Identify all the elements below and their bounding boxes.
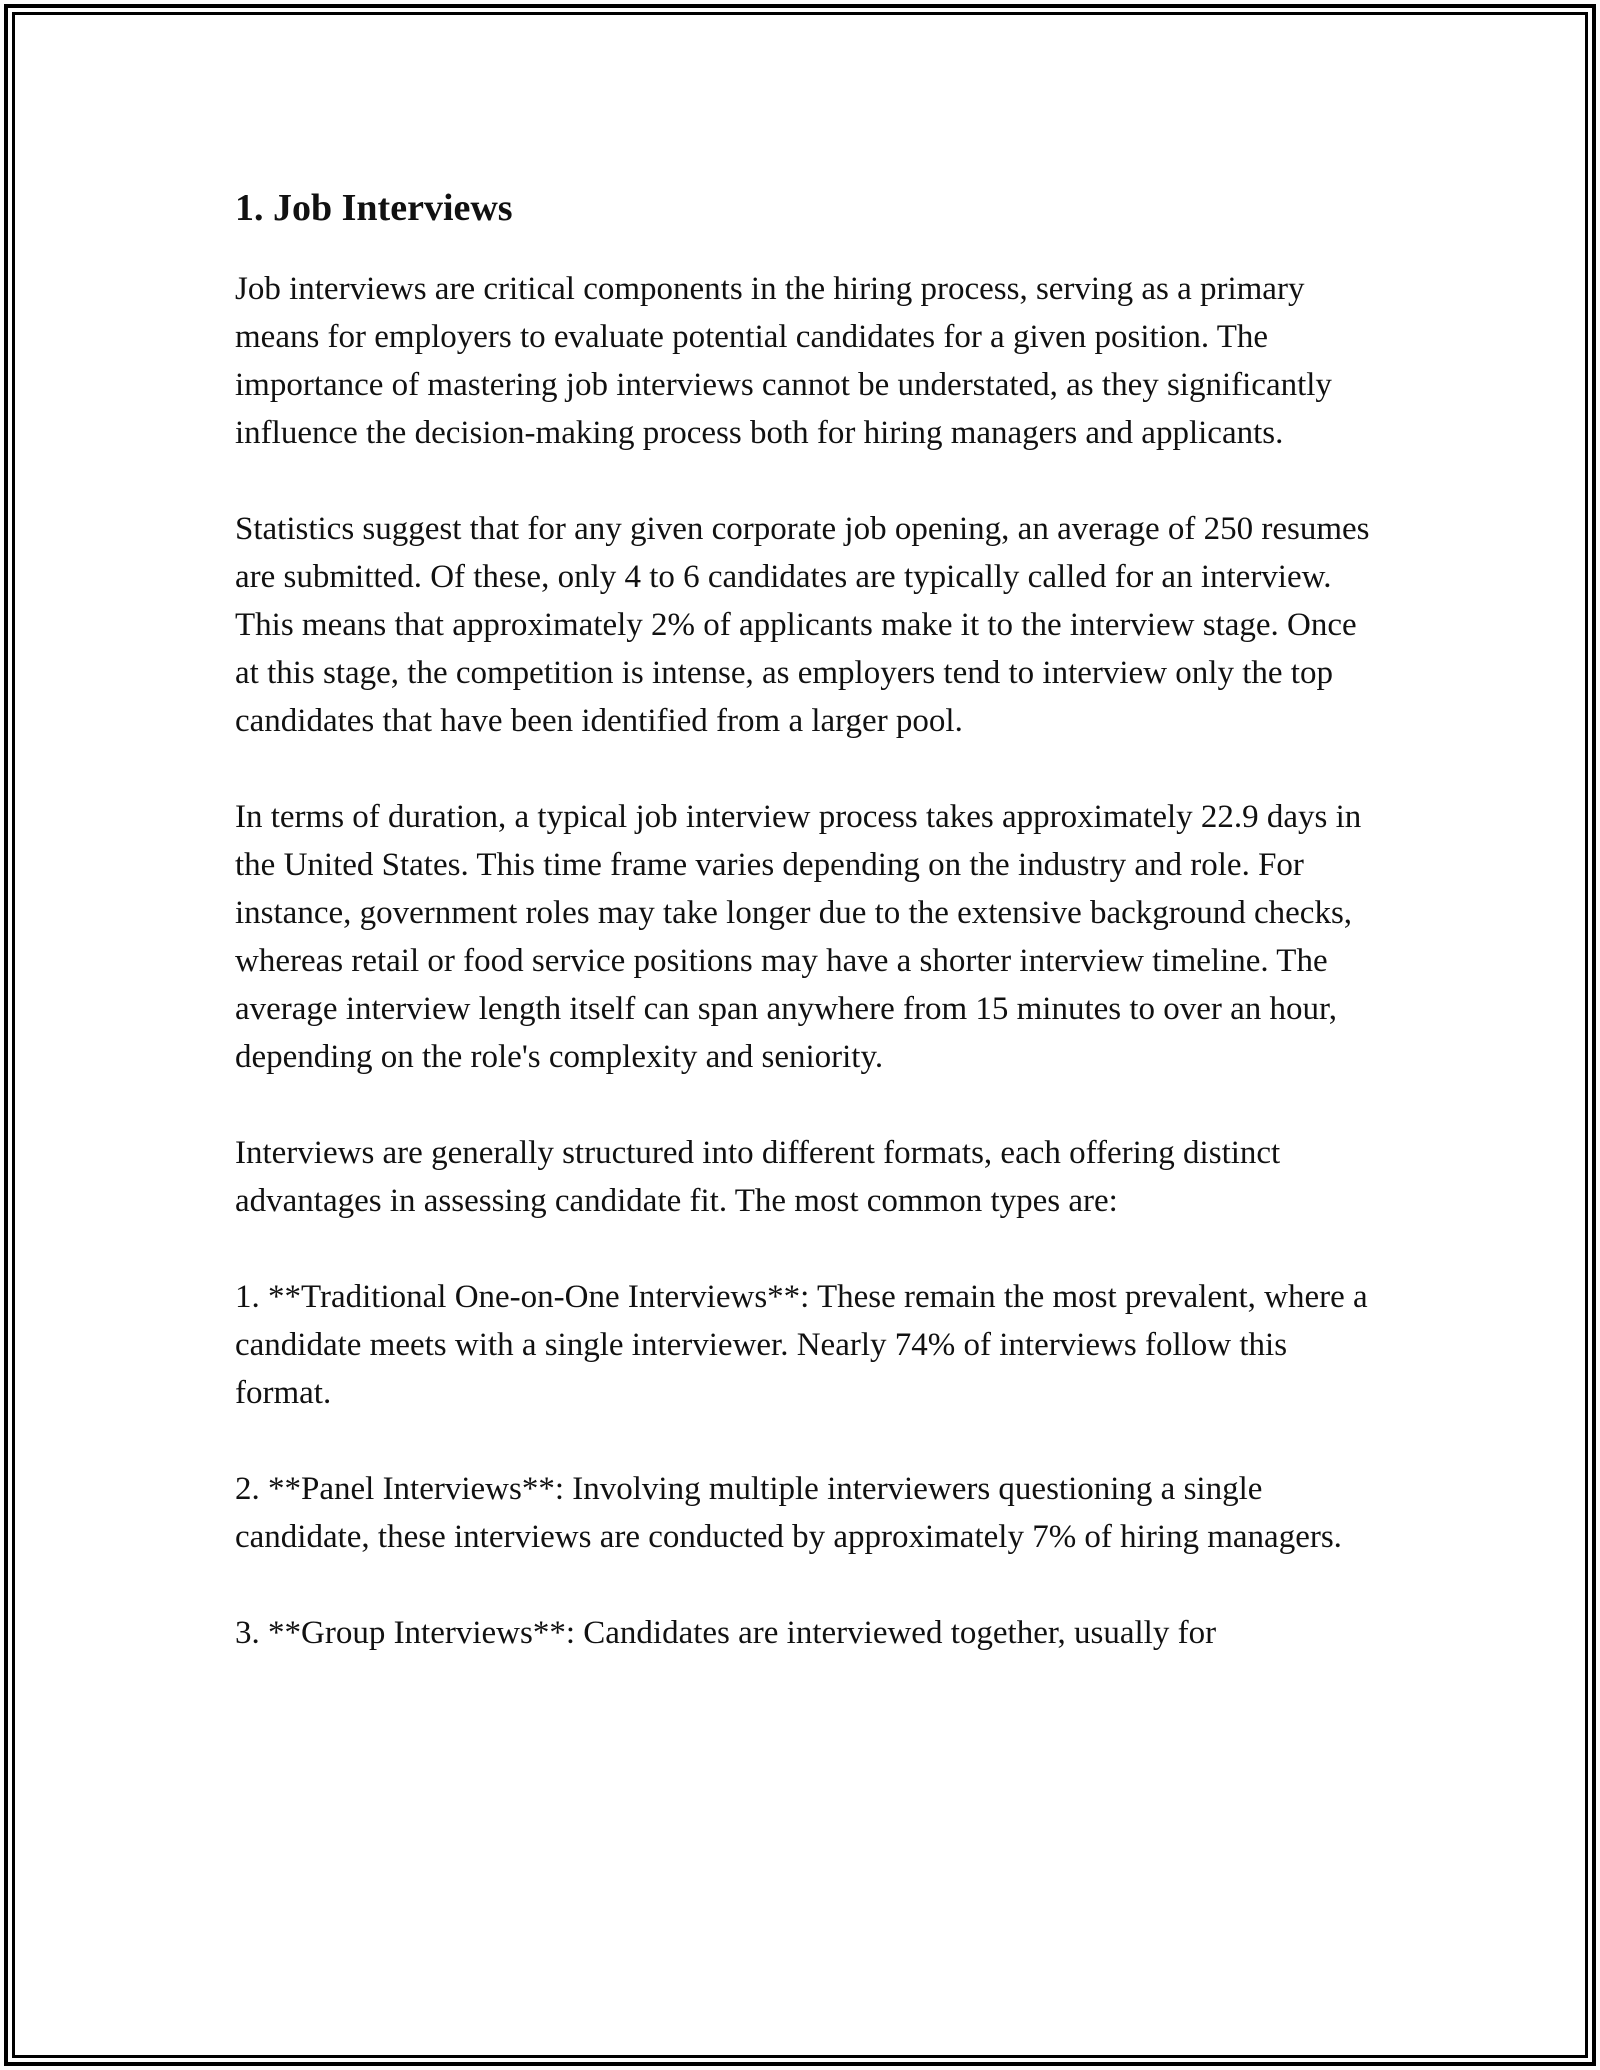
paragraph-statistics: Statistics suggest that for any given corporate job opening, an average of 250 resumes are submitted. Of these, only 4 to 6 candidates are typically called for an interview. This means that approximately 2% of applicants make it to the interview stage. Once at this stage, the competition is intense, as employers tend to interview only the top candidates that have been identified from a larger pool.	[235, 511, 1370, 740]
paragraph-duration: In terms of duration, a typical job interview process takes approximately 22.9 days in the United States. This time frame varies depending on the industry and role. For instance, government roles may take longer due to the extensive background checks, whereas retail or food service positions may have a shorter interview timeline. The average interview length itself can span anywhere from 15 minutes to over an hour, depending on the role's complexity and seniority.	[235, 799, 1362, 1076]
document-body	[235, 184, 1375, 1705]
paragraph-formats-intro: Interviews are generally structured into different formats, each offering distinct advantages in assessing candidate fit. The most common types are:	[235, 1135, 1281, 1220]
list-item-panel: 2. **Panel Interviews**: Involving multiple interviewers questioning a single candidate, these interviews are conducted by approximately 7% of hiring managers.	[235, 1471, 1342, 1556]
section-title: 1. Job Interviews	[235, 187, 513, 229]
list-item-one-on-one: 1. **Traditional One-on-One Interviews**: These remain the most prevalent, where a candidate meets with a single interviewer. Nearly 74% of interviews follow this format.	[235, 1279, 1368, 1412]
paragraph-intro: Job interviews are critical components in the hiring process, serving as a primary means for employers to evaluate potential candidates for a given position. The importance of mastering job interviews cannot be understated, as they significantly influence the decision-making process both for hiring managers and applicants.	[235, 271, 1332, 452]
list-item-group: 3. **Group Interviews**: Candidates are interviewed together, usually for	[235, 1615, 1217, 1652]
